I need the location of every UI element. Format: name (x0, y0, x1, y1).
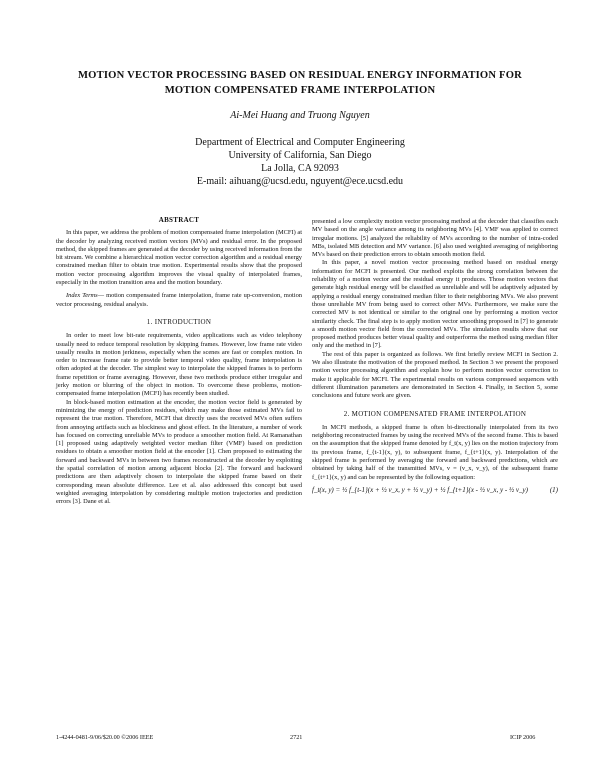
index-terms-label: Index Terms (66, 292, 98, 300)
equation-1 (312, 486, 558, 494)
intro-heading: 1. INTRODUCTION (146, 317, 212, 326)
city: La Jolla, CA 92093 (261, 163, 339, 174)
intro-paragraph-2: In block-based motion estimation at the encoder, the motion vector field is generated by minimizing the energy of prediction residues, which may make those estimated MVs fail to represent the true motion. Therefore, MCFI that directly uses the received MVs often suffers from annoying artifacts such as blockiness and ghost effect. In the literature, a number of work has focused on correcting unreliable MVs to produce a smoother motion field. At Ramanathan [1] proposed using adaptively weighted vector median filter (VMF) based on prediction residues to obtain a smoother motion field at the encoder [1]. Chen proposed to estimating the forward and backward MVs in between two frames reconstructed at the decoder by exploiting the spatial correlation of motion among adjacent blocks [2]. The forward and backward predictions are then adaptively chosen to interpolate the skipped frame based on their corresponding mean absolute difference. Lee et al. also addressed this concept but used weighted averaging interpolation by considering multiple motion trajectories and prediction errors [3]. Dane et al. (56, 398, 302, 506)
right-column (312, 218, 558, 494)
intro-paragraph-1: In order to meet low bit-rate requirements, video applications such as video telephony usually need to reduce temporal resolution by skipping frames. However, low frame rate video usually results in motion jerkiness, especially when the scenes are fast or complex motion. In order to increase frame rate to provide better temporal video quality, frame interpolation is often adopted at the decoder. The simplest way to interpolate the skipped frames is to perform frame repetition or frame averaging. However, these two methods produce either irregular and jerky motion or blurring of the object in motion. To overcome these problems, motion-compensated frame interpolation (MCFI) has recently been studied. (56, 332, 302, 398)
authors: Ai-Mei Huang and Truong Nguyen (230, 110, 370, 121)
equation-body: f_t(x, y) = ½ f_{t-1}(x + ½ v_x, y + ½ v_y) + ½ f_{t+1}(x - ½ v_x, y - ½ v_y) (312, 485, 528, 494)
index-terms-text: — motion compensated frame interpolation, frame rate up-conversion, motion vector processing, residual analysis. (56, 292, 302, 308)
title-line-2: MOTION COMPENSATED FRAME INTERPOLATION (164, 85, 436, 96)
affiliation (40, 136, 560, 188)
right-paragraph-3: The rest of this paper is organized as follows. We first briefly review MCFI in Section 2. We also illustrate the motivation of the proposed method. In Section 3 we present the proposed motion vector processing algorithm and explain how to perform motion vector correction to make it applicable for MCFI. The experimental results on various compressed sequences with different illumination parameters are demonstrated in Section 4. Finally, in Section 5, some conclusions and future work are given. (312, 350, 558, 400)
left-column (56, 216, 302, 507)
department: Department of Electrical and Computer Engineering (195, 137, 405, 148)
footer-page-number: 2721 (290, 734, 303, 741)
section-2-heading: 2. MOTION COMPENSATED FRAME INTERPOLATION (343, 409, 527, 418)
abstract-text: In this paper, we address the problem of motion compensated frame interpolation (MCFI) at the decoder by analyzing received motion vectors (MVs) and residual error. In the proposed method, the skipped frames are generated at the decoder by using received information from the bit stream. We combine a hierarchical motion vector correction algorithm and a residual energy constrained median filter to obtain true motion. Experimental results show that the proposed motion vector processing algorithm improves the visual quality of interpolated frames, especially in the motion transition area and the motion boundary. (56, 229, 302, 287)
equation-number: (1) (549, 485, 558, 494)
paper-title (40, 68, 560, 98)
email: E-mail: aihuang@ucsd.edu, nguyent@ece.ucsd.edu (196, 176, 404, 187)
university: University of California, San Diego (228, 150, 372, 161)
title-line-1: MOTION VECTOR PROCESSING BASED ON RESIDUAL ENERGY INFORMATION FOR (77, 70, 523, 81)
footer-copyright: 1-4244-0481-9/06/$20.00 ©2006 IEEE (56, 734, 154, 741)
right-paragraph-2: In this paper, a novel motion vector processing method based on residual energy information for MCFI is presented. Our method exploits the strong correlation between the reliability of a motion vector and the residual energy it produces. Those motion vectors that generate high residual energy will be classified as unreliable and will be adaptively adjusted by applying a residual energy constrained median filter to their neighboring MVs. We also prevent those unreliable MV from being used to correct other MVs. Furthermore, we make sure the corrected MV is not identical or similar to the original one by performing a motion vector similarity check. The final step is to apply motion vector smoothing proposed in [7] to generate a smooth motion vector field from the corrected MVs. The simulation results show that our proposed method produces better visual quality and outperforms the method using median filter only and the method in [7]. (312, 259, 558, 350)
abstract-heading: ABSTRACT (158, 216, 200, 224)
footer-conference: ICIP 2006 (510, 734, 536, 741)
index-terms (56, 292, 302, 309)
right-paragraph-1: presented a low complexity motion vector processing method at the decoder that classifies each MV based on the angle variance among its neighboring MVs [4]. VMF was applied to correct irregular motions. [5] analyzed the reliability of MVs according to the number of intra-coded MBs, isolated MB detection and MV variance. [6] also used weighted averaging of neighboring MVs based on their prediction errors to obtain smooth motion field. (312, 218, 558, 259)
right-paragraph-4: In MCFI methods, a skipped frame is often bi-directionally interpolated from its two neighboring reconstructed frames by using the received MVs of the second frame. This is based on the assumption that the skipped frame denoted by f_t(x, y) lies on the motion trajectory from its previous frame, f_{t-1}(x, y), to subsequent frame, f_{t+1}(x, y). Interpolation of the skipped frame is performed by averaging the forward and backward predictions, which are obtained by taking half of the transmitted MVs, v = (v_x, v_y), of the subsequent frame f_{t+1}(x, y) and can be represented by the following equation: (312, 423, 558, 481)
